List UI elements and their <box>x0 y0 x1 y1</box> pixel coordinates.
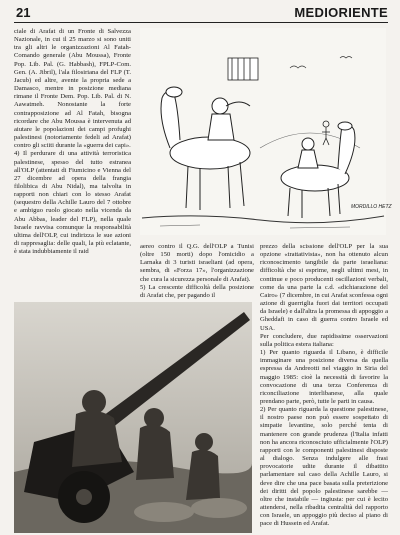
page-header <box>14 6 388 23</box>
article-column-1: ciale di Arafat di un Fronte di Salvezza Nazionale, in cui il 25 marzo si sono uniti tra gli altri le organizzazioni Al Fatah-Comando generale (Abu Moussa), Fronte Pop. Lib. Pal. (G. Habbash), FPLP-Com. Gen. (A. Jibril), l'ala filosiriana del FLP (T. Jacub) ed altre, avente la propria sede a Damasco, mentre in posizione mediana rimane il Fronte Dem. Pop. Lib. Pal. di N. Aawatmeh. Nonostante la forte contrapposizione ad Al Fatah, bisogna ricordare che Abu Moussa è intervenuta ad aiutare le popolazioni dei campi profughi palestinesi (notoriamente fedeli ad Arafat) contro gli sciiti durante la «guerra dei capi». 4) Il perdurare di una attività terroristica palestinese, spesso del tutto estranea all'OLP (attentati di Fiumicino e Vienna del 27 dicembre ad opera della frangia filolibica di Abu Nidal), ma talvolta in rapporti non chiari con lo stesso Arafat (sequestro della Achille Lauro del 7 ottobre e ambiguo ruolo giocato nella vicenda da Abu Abbas, leader del FLP), nella quale Israele ravvisa comunque la responsabilità ultima dell'OLP, cui indirizza le sue azioni di rappresaglia: delle quali, la più eclatante, è stata indubbiamente il raid <box>14 28 131 256</box>
page-number: 21 <box>16 5 31 20</box>
cartoon-signature: MORDILLO HETZ <box>351 204 392 210</box>
artillery-photo <box>14 302 252 533</box>
article-column-3: prezzo della scissione dell'OLP per la sua opzione «trattativista», non ha ottenuto alcun riconoscimento tangibile da parte israeliana: difficoltà che si esprime, negli ultimi mesi, in continue e poco producenti oscillazioni verbali, come da una parte la c.d. «dichiarazione del Cairo» (7 dicembre, in cui Arafat sconfessa ogni azione di guerriglia fuori dai territori occupati da Israele) e dall'altra la promessa di appoggio a Gheddafi in caso di guerra contro Israele ed USA. Per concludere, due rapidissime osservazioni sulla politica estera italiana: 1) Per quanto riguarda il Libano, è difficile immaginare una posizione diversa da quella espressa da Andreotti nel viaggio in Siria del maggio 1985: cioè la necessità di favorire la convocazione di una terza Conferenza di riconciliazione interlibanese, alla quale prendano parte, però, tutte le parti in causa. 2) Per quanto riguarda la questione palestinese, il nostro paese non può essere sospettato di simpatie levantine, solo perché tenta di mantenere con grande prudenza (l'Italia infatti non ha ancora riconosciuto ufficialmente l'OLP) rapporti con le componenti palestinesi disposte al dialogo. Senza indulgere alle frasi provocatorie udite durante il dibattito parlamentare sul caso della Achille Lauro, si deve dire che una pace basata sulla preterizione dei diritti del popolo palestinese sarebbe — oltre che instabile — ingiusta: per cui è lecito attendersi, nella ribadita centralità del rapporto con Israele, un appoggio più deciso al piano di pace di Hussein ed Arafat. <box>260 243 388 528</box>
section-title: MEDIORIENTE <box>294 5 388 20</box>
cartoon-illustration <box>140 28 386 235</box>
article-column-2: aereo contro il Q.G. dell'OLP a Tunisi (oltre 150 morti) dopo l'omicidio a Larnaka di 3 turisti israeliani (ad opera, sembra, di «Forza 17», l'organizzazione che cura la sicurezza personale di Arafat). 5) La crescente difficoltà della posizione di Arafat che, per pagando il <box>140 243 254 299</box>
